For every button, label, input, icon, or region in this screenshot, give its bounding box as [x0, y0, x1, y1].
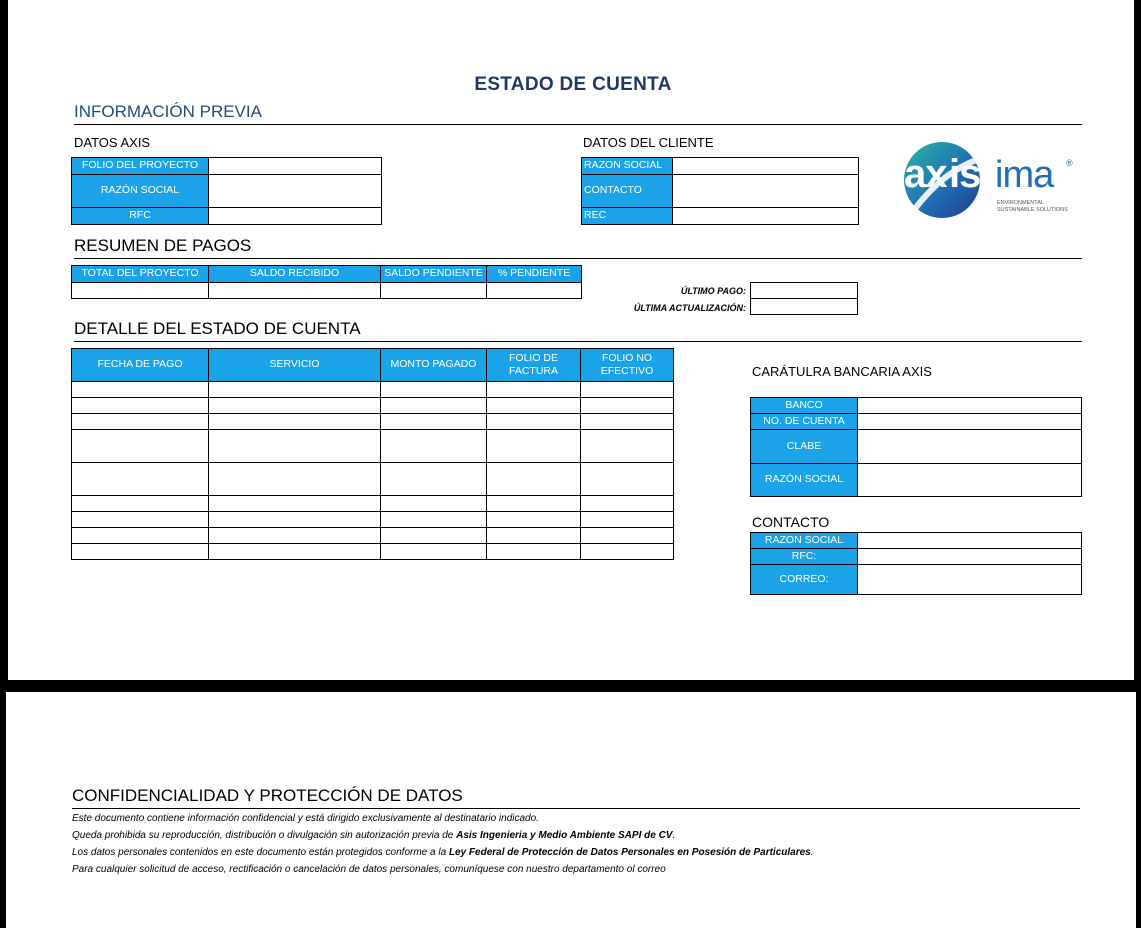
- resumen-col-porcentaje: % PENDIENTE: [487, 266, 582, 283]
- table-row: [72, 414, 674, 430]
- confidentiality-page: [6, 692, 1136, 928]
- logo-word-ima: ima: [995, 154, 1054, 196]
- logo-word-is: is: [949, 152, 981, 196]
- table-row: [72, 528, 674, 544]
- contacto-razon-field[interactable]: [858, 533, 1082, 549]
- detalle-col-no-efectivo: FOLIO NO EFECTIVO: [581, 349, 674, 382]
- table-row: [72, 382, 674, 398]
- contacto-razon-label: RAZON SOCIAL: [751, 533, 858, 549]
- ultima-actualizacion-label: ÚLTIMA ACTUALIZACIÓN:: [633, 303, 746, 313]
- client-rec-label: REC: [582, 208, 673, 225]
- contacto-heading: CONTACTO: [752, 514, 830, 530]
- table-row: [72, 512, 674, 528]
- table-row: [72, 430, 674, 463]
- contacto-table: [750, 532, 1082, 595]
- bancaria-banco-label: BANCO: [751, 398, 858, 414]
- conf-line-4: Para cualquier solicitud de acceso, rectificación o cancelación de datos personales, comuníquese con nuestro departamento ol correo: [72, 864, 666, 875]
- client-rec-field[interactable]: [673, 208, 859, 225]
- bancaria-cuenta-label: NO. DE CUENTA: [751, 414, 858, 430]
- client-razon-label: RAZON SOCIAL: [582, 158, 673, 175]
- contacto-rfc-label: RFC:: [751, 549, 858, 565]
- conf-line-3: [72, 844, 1122, 861]
- conf-line-2: [72, 827, 1122, 844]
- axis-data-table: [71, 157, 382, 225]
- resumen-pendiente-field[interactable]: [381, 283, 487, 299]
- confidencialidad-heading: CONFIDENCIALIDAD Y PROTECCIÓN DE DATOS: [72, 786, 463, 805]
- info-rule: [74, 124, 1082, 125]
- logo-tagline-1: ENVIRONMENTAL: [997, 200, 1044, 206]
- detalle-rule: [74, 341, 1082, 342]
- bancaria-razon-label: RAZÓN SOCIAL: [751, 464, 858, 497]
- logo-word-ax: ax: [904, 152, 947, 196]
- detalle-col-monto: MONTO PAGADO: [381, 349, 487, 382]
- document-title: ESTADO DE CUENTA: [474, 74, 672, 95]
- contacto-rfc-field[interactable]: [858, 549, 1082, 565]
- detalle-col-fecha: FECHA DE PAGO: [72, 349, 209, 382]
- confidencialidad-text: [72, 810, 1122, 878]
- conf-line-1: Este documento contiene información confidencial y está dirigido exclusivamente al destinatario indicado.: [72, 813, 539, 824]
- detalle-col-factura: FOLIO DE FACTURA: [487, 349, 581, 382]
- table-row: [72, 544, 674, 560]
- axis-razon-field[interactable]: [209, 175, 382, 208]
- detalle-heading: DETALLE DEL ESTADO DE CUENTA: [74, 319, 361, 338]
- conf-line-3a: Los datos personales contenidos en este documento están protegidos conforme a la: [72, 847, 449, 858]
- conf-line-2-company: Asis Ingenieria y Medio Ambiente SAPI de CV: [456, 830, 673, 841]
- axis-rfc-label: RFC: [72, 208, 209, 225]
- resumen-total-field[interactable]: [72, 283, 209, 299]
- ultimo-pago-label: ÚLTIMO PAGO:: [680, 286, 746, 296]
- client-data-table: [581, 157, 859, 225]
- conf-line-3-law: Ley Federal de Protección de Datos Personales en Posesión de Particulares: [448, 847, 811, 858]
- bancaria-razon-field[interactable]: [858, 464, 1082, 497]
- logo-registered: ®: [1066, 158, 1073, 168]
- resumen-col-recibido: SALDO RECIBIDO: [209, 266, 381, 283]
- resumen-porcentaje-field[interactable]: [487, 283, 582, 299]
- confidencialidad-rule: [72, 808, 1080, 809]
- client-contacto-field[interactable]: [673, 175, 859, 208]
- axis-folio-field[interactable]: [209, 158, 382, 175]
- table-row: [72, 398, 674, 414]
- axisima-logo: [894, 140, 1084, 220]
- client-razon-field[interactable]: [673, 158, 859, 175]
- info-heading: INFORMACIÓN PREVIA: [74, 102, 262, 121]
- bancaria-clabe-label: CLABE: [751, 430, 858, 464]
- bancaria-table: [750, 397, 1082, 497]
- axis-data-label: DATOS AXIS: [74, 135, 151, 150]
- bancaria-banco-field[interactable]: [858, 398, 1082, 414]
- contacto-correo-field[interactable]: [858, 565, 1082, 595]
- ultimo-pago-field[interactable]: [750, 282, 858, 299]
- conf-line-3c: .: [810, 847, 814, 858]
- bancaria-cuenta-field[interactable]: [858, 414, 1082, 430]
- resumen-table: [71, 265, 582, 299]
- logo-tagline-2: SUSTAINABLE SOLUTIONS: [997, 207, 1068, 213]
- conf-line-2c: .: [672, 830, 676, 841]
- contacto-correo-label: CORREO:: [751, 565, 858, 595]
- detalle-col-servicio: SERVICIO: [209, 349, 381, 382]
- detalle-table: [71, 348, 674, 560]
- table-row: [72, 496, 674, 512]
- bancaria-heading: CARÁTULRA BANCARIA AXIS: [752, 364, 932, 379]
- statement-page: [6, 0, 1136, 680]
- resumen-col-total: TOTAL DEL PROYECTO: [72, 266, 209, 283]
- resumen-col-pendiente: SALDO PENDIENTE: [381, 266, 487, 283]
- client-data-label: DATOS DEL CLIENTE: [583, 135, 714, 150]
- resumen-heading: RESUMEN DE PAGOS: [74, 236, 252, 255]
- axis-rfc-field[interactable]: [209, 208, 382, 225]
- ultima-actualizacion-field[interactable]: [750, 298, 858, 315]
- axis-razon-label: RAZÓN SOCIAL: [72, 175, 209, 208]
- bancaria-clabe-field[interactable]: [858, 430, 1082, 464]
- conf-line-2a: Queda prohibida su reproducción, distribución o divulgación sin autorización previa de: [72, 830, 457, 841]
- resumen-rule: [74, 258, 1082, 259]
- axis-folio-label: FOLIO DEL PROYECTO: [72, 158, 209, 175]
- table-row: [72, 463, 674, 496]
- resumen-recibido-field[interactable]: [209, 283, 381, 299]
- client-contacto-label: CONTACTO: [582, 175, 673, 208]
